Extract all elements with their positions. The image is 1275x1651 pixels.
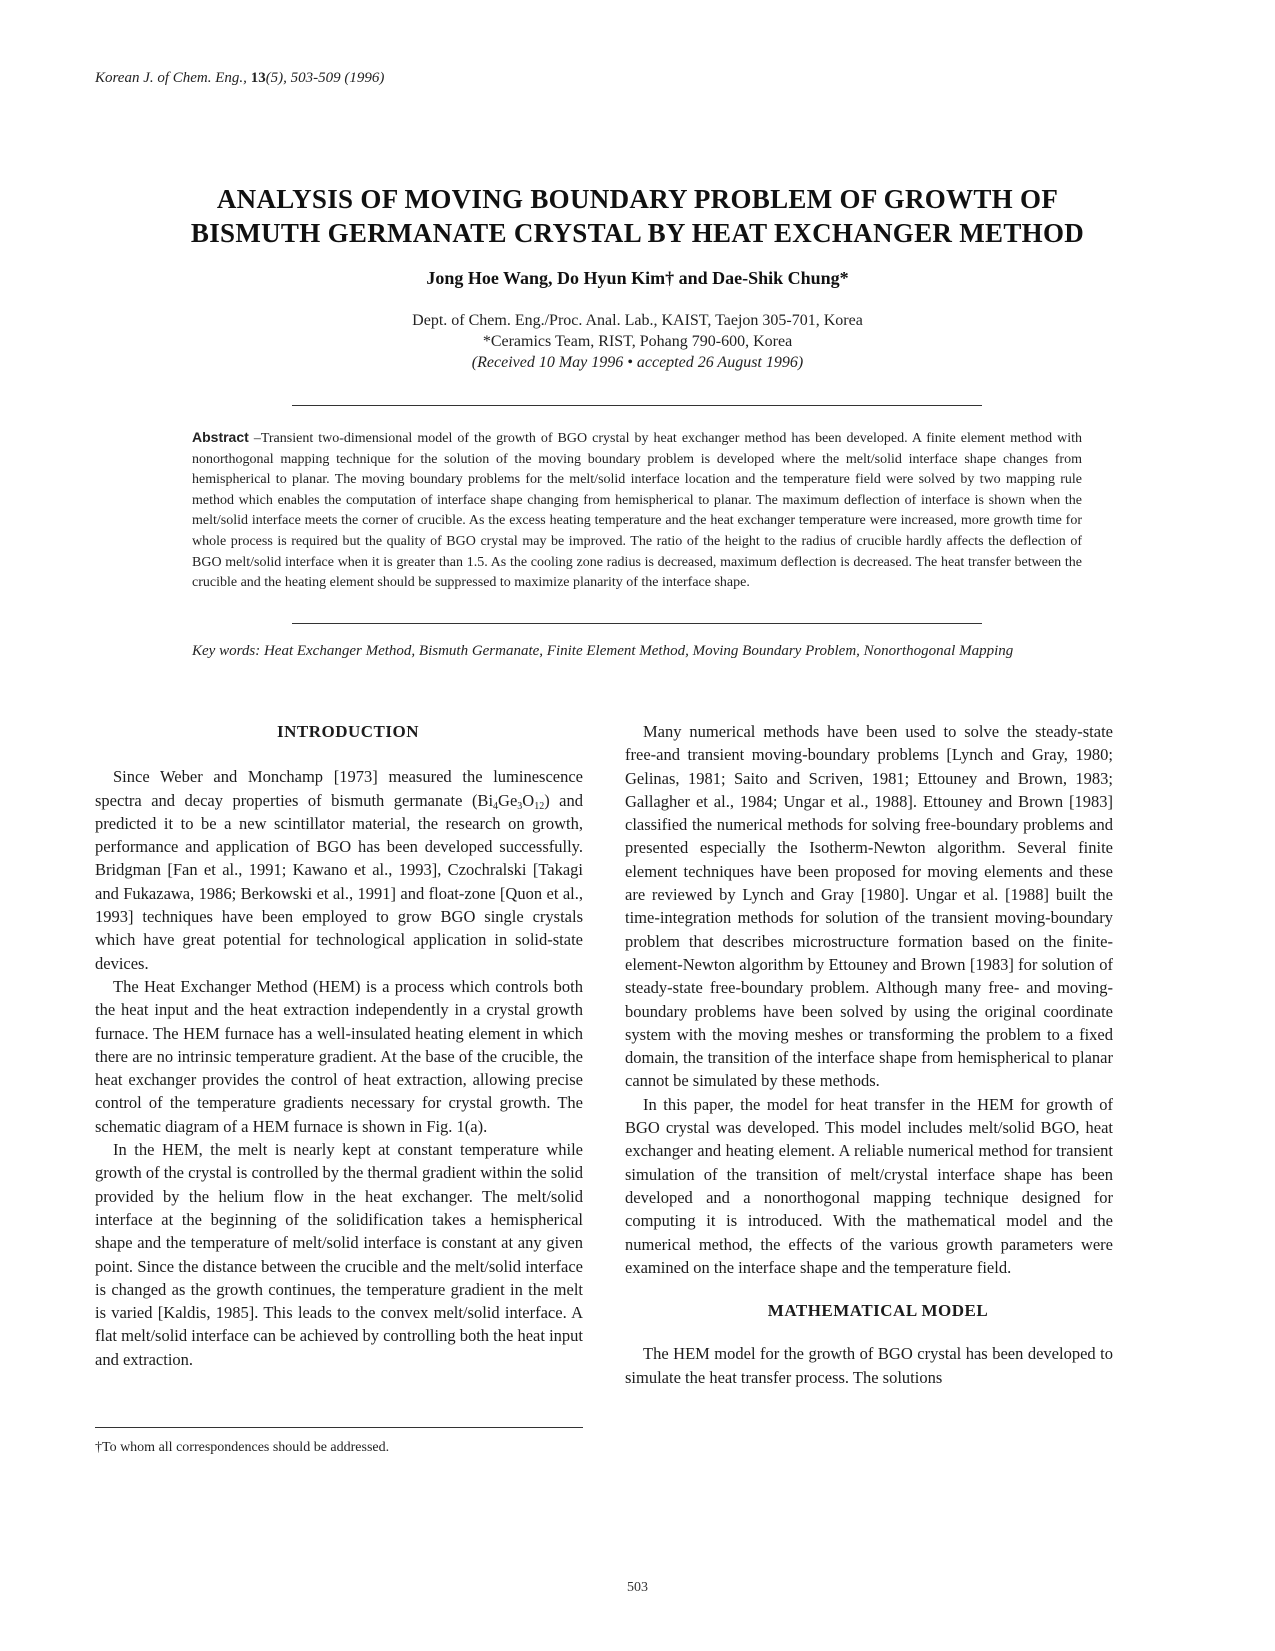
intro-paragraph-2: The Heat Exchanger Method (HEM) is a process which controls both the heat input and the heat extraction independently in a crystal growth furnace. The HEM furnace has a well-insulated heating element in which there are no intrinsic temperature gradient. At the base of the crucible, the heat exchanger provides the control of heat extraction, allowing precise control of the temperature gradients necessary for crystal growth. The schematic diagram of a HEM furnace is shown in Fig. 1(a). [95, 976, 583, 1136]
title-line-2: BISMUTH GERMANATE CRYSTAL BY HEAT EXCHANGER METHOD [190, 218, 1085, 248]
abstract-label: Abstract [192, 429, 249, 445]
formula-subscript-bi: 4 [493, 800, 499, 812]
intro-p1-text-d: ) and predicted it to be a new scintillator material, the research on growth, performance and application of BGO has been developed successfully. Bridgman [Fan et al., 1991; Kawano et al., 1993], Czochralski [Takagi and Fukazawa, 1986; Berkowski et al., 1991] and float-zone [Quon et al., 1993] techniques have been employed to grow BGO single crystals which have great potential for technological application in solid-state devices. [95, 790, 583, 973]
correspondence-footnote: †To whom all correspondences should be addressed. [95, 1440, 390, 1455]
intro-p1-text-c: O [522, 790, 535, 810]
affiliation-line-2: *Ceramics Team, RIST, Pohang 790-600, Korea [482, 333, 793, 350]
body-paragraph-2: In this paper, the model for heat transfer in the HEM for growth of BGO crystal was developed. This model includes melt/solid BGO, heat exchanger and heating element. A reliable numerical method for transient simulation of the transition of melt/crystal interface shape has been developed and a nonorthogonal mapping technique designed for computing it is introduced. With the mathematical model and the numerical method, the effects of the various growth parameters were examined on the interface shape and the temperature field. [625, 1094, 1113, 1277]
author-list: Jong Hoe Wang, Do Hyun Kim† and Dae-Shik Chung* [426, 268, 849, 288]
intro-p1-text-a: Since Weber and Monchamp [1973] measured the luminescence spectra and decay properties of bismuth germanate (Bi [95, 767, 583, 810]
page-number: 503 [627, 1580, 648, 1595]
abstract-text: –Transient two-dimensional model of the growth of BGO crystal by heat exchanger method has been developed. A finite element method with nonorthogonal mapping technique for the solution of the moving boundary problem is developed where the melt/solid interface shape changes from hemispherical to planar. The moving boundary problems for the melt/solid interface location and the temperature field were solved by two mapping rule method which enables the computation of interface shape changing from hemispherical to planar. The maximum deflection of interface is shown when the melt/solid interface meets the corner of crucible. As the excess heating temperature and the heat exchanger temperature were increased, more growth time for whole process is required but the quality of BGO crystal may be improved. The ratio of the height to the radius of crucible hardly affects the deflection of BGO melt/solid interface when it is greater than 1.5. As the cooling zone radius is decreased, maximum deflection is decreased. The heat transfer between the crucible and the heating element should be suppressed to maximize planarity of the interface shape. [192, 431, 1083, 591]
formula-subscript-ge: 3 [517, 800, 523, 812]
abstract-top-rule [292, 405, 982, 406]
journal-volume: 13 [250, 70, 266, 86]
formula-subscript-o: 12 [534, 800, 545, 812]
affiliations [100, 310, 1175, 373]
paper-title [130, 182, 1145, 250]
keywords-label: Key words: [192, 643, 261, 659]
right-column [625, 720, 1113, 1389]
intro-paragraph-3: In the HEM, the melt is nearly kept at constant temperature while growth of the crystal is controlled by the thermal gradient within the solid provided by the helium flow in the heat exchanger. The melt/solid interface at the beginning of the solidification takes a hemispherical shape and the temperature of melt/solid interface is constant at any given point. Since the distance between the crucible and the melt/solid interface is changed as the growth continues, the temperature gradient in the melt is varied [Kaldis, 1985]. This leads to the convex melt/solid interface. A flat melt/solid interface can be achieved by controlling both the heat input and extraction. [95, 1140, 583, 1369]
section-heading-introduction: INTRODUCTION [276, 722, 420, 741]
received-dates: (Received 10 May 1996 • accepted 26 August 1996) [471, 354, 804, 371]
journal-name: Korean J. of Chem. Eng., [95, 70, 247, 86]
journal-reference [95, 70, 384, 87]
intro-paragraph-1 [95, 765, 583, 975]
journal-issue-pages: (5), 503-509 (1996) [265, 70, 385, 86]
abstract-bottom-rule [292, 623, 982, 624]
abstract-block [192, 427, 1082, 594]
left-column [95, 720, 583, 1371]
footnote-rule [95, 1427, 583, 1428]
affiliation-line-1: Dept. of Chem. Eng./Proc. Anal. Lab., KAIST, Taejon 305-701, Korea [412, 312, 863, 329]
title-line-1: ANALYSIS OF MOVING BOUNDARY PROBLEM OF GROWTH OF [216, 184, 1059, 214]
model-paragraph-1: The HEM model for the growth of BGO crystal has been developed to simulate the heat transfer process. The solutions [625, 1344, 1113, 1387]
keywords-value: Heat Exchanger Method, Bismuth Germanate, Finite Element Method, Moving Boundary Problem, Nonorthogonal Mapping [263, 643, 1014, 659]
body-paragraph-1: Many numerical methods have been used to solve the steady-state free-and transient moving-boundary problems [Lynch and Gray, 1980; Gelinas, 1981; Saito and Scriven, 1981; Ettouney and Brown, 1983; Gallagher et al., 1984; Ungar et al., 1988]. Ettouney and Brown [1983] classified the numerical methods for solving free-boundary problems and presented especially the Isotherm-Newton algorithm. Several finite element techniques have been proposed for moving elements and these are reviewed by Lynch and Gray [1980]. Ungar et al. [1988] built the time-integration methods for solution of the transient moving-boundary problem that describes microstructure formation based on the finite-element-Newton algorithm by Ettouney and Brown [1983] for solution of steady-state free-boundary problem. Although many free- and moving-boundary problems have been solved by using the original coordinate system with the moving meshes or transforming the problem to a fixed domain, the transition of the interface shape from hemispherical to planar cannot be simulated by these methods. [625, 722, 1113, 1091]
keywords-block [192, 640, 1082, 662]
section-heading-mathematical-model: MATHEMATICAL MODEL [767, 1301, 989, 1321]
intro-p1-text-b: Ge [498, 790, 518, 810]
